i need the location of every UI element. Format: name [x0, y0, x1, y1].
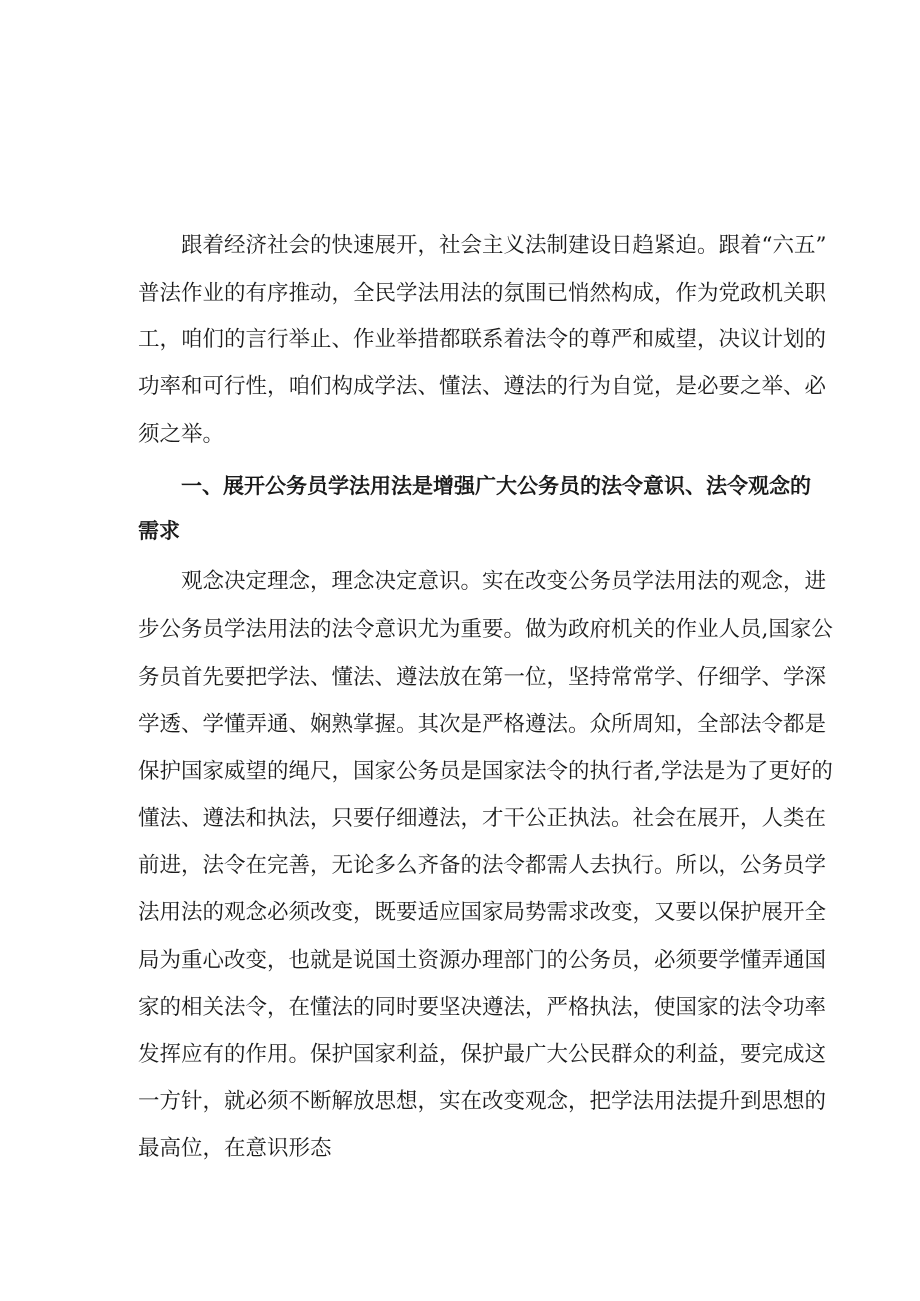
paragraph-2-line-6: 懂法、遵法和执法，只要仔细遵法，才干公正执法。社会在展开，人类在: [138, 806, 827, 831]
paragraph-2-line-8: 法用法的观念必须改变，既要适应国家局势需求改变，又要以保护展开全: [138, 900, 827, 925]
paragraph-2-line-12: 一方针，就必须不断解放思想，实在改变观念，把学法用法提升到思想的: [138, 1089, 827, 1114]
paragraph-1-line-4: 功率和可行性，咱们构成学法、懂法、遵法的行为自觉，是必要之举、必: [138, 374, 827, 399]
section-heading-line-2: 需求: [138, 519, 180, 543]
paragraph-2-line-7: 前进，法令在完善，无论多么齐备的法令都需人去执行。所以，公务员学: [138, 853, 827, 878]
paragraph-2-line-13: 最高位，在意识形态: [138, 1136, 332, 1161]
paragraph-2-line-10: 家的相关法令，在懂法的同时要坚决遵法，严格执法，使国家的法令功率: [138, 995, 827, 1020]
paragraph-1-line-5: 须之举。: [138, 422, 225, 447]
paragraph-1-line-2: 普法作业的有序推动，全民学法用法的氛围已悄然构成，作为党政机关职: [138, 281, 827, 306]
paragraph-1-line-1: 跟着经济社会的快速展开，社会主义法制建设日趋紧迫。跟着“六五”: [181, 233, 827, 258]
paragraph-2-line-9: 局为重心改变，也就是说国土资源办理部门的公务员，必须要学懂弄通国: [138, 948, 827, 973]
paragraph-2-line-5: 保护国家威望的绳尺，国家公务员是国家法令的执行者,学法是为了更好的: [138, 759, 833, 784]
paragraph-2-line-11: 发挥应有的作用。保护国家利益，保护最广大公民群众的利益，要完成这: [138, 1042, 827, 1067]
paragraph-2-line-3: 务员首先要把学法、懂法、遵法放在第一位，坚持常常学、仔细学、学深: [138, 665, 827, 690]
paragraph-2-line-4: 学透、学懂弄通、娴熟掌握。其次是严格遵法。众所周知，全部法令都是: [138, 712, 827, 737]
paragraph-2-line-2: 步公务员学法用法的法令意识尤为重要。做为政府机关的作业人员,国家公: [138, 617, 833, 642]
paragraph-2-line-1: 观念决定理念，理念决定意识。实在改变公务员学法用法的观念，进: [181, 569, 827, 594]
section-heading-line-1: 一、展开公务员学法用法是增强广大公务员的法令意识、法令观念的: [181, 474, 811, 498]
paragraph-1-line-3: 工，咱们的言行举止、作业举措都联系着法令的尊严和威望，决议计划的: [138, 327, 827, 352]
